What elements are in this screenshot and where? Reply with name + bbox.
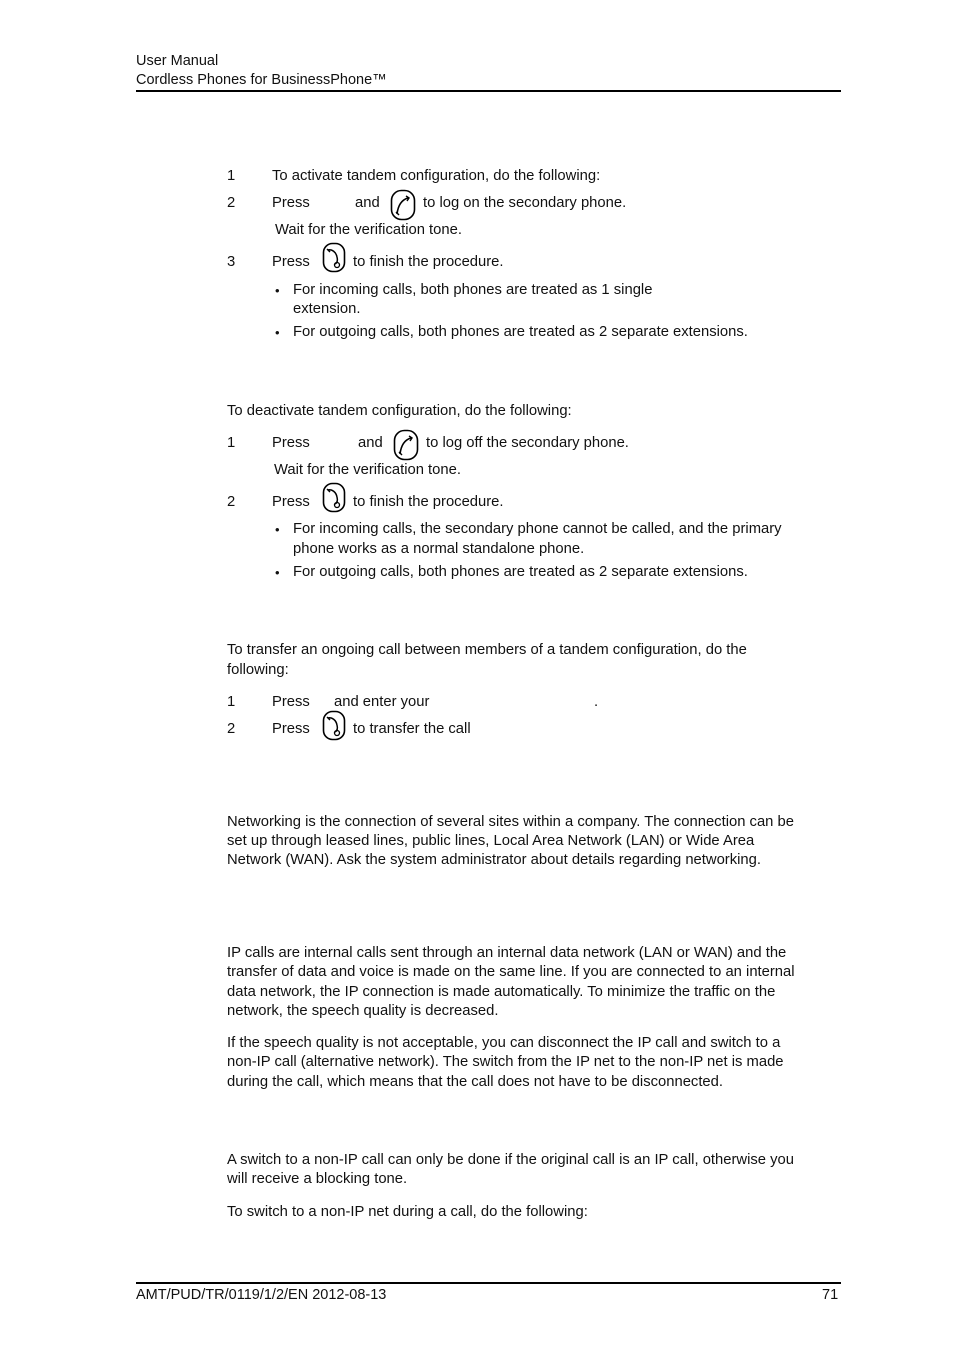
press-label: Press — [272, 721, 310, 737]
bullet-marker: • — [275, 325, 280, 340]
end-key-icon — [322, 710, 346, 741]
press-label: Press — [272, 195, 310, 211]
step-number: 2 — [227, 494, 236, 510]
section-intro: To deactivate tandem configuration, do the following: — [227, 403, 572, 419]
bullet-text: For outgoing calls, both phones are treated as 2 separate extensions. — [293, 564, 748, 580]
bullet-text: For incoming calls, both phones are treated as 1 single — [293, 282, 653, 298]
header-title: User Manual — [136, 53, 219, 69]
step-number: 2 — [227, 721, 236, 737]
step-number: 3 — [227, 254, 236, 270]
press-label: Press — [272, 694, 310, 710]
section-intro: To transfer an ongoing call between members of a tandem configuration, do the — [227, 642, 747, 658]
call-key-icon — [390, 189, 416, 221]
bullet-marker: • — [275, 283, 280, 298]
step-text: to log off the secondary phone. — [426, 435, 629, 451]
paragraph-line: data network, the IP connection is made automatically. To minimize the traffic on the — [227, 984, 776, 1000]
call-key-icon — [393, 429, 419, 461]
paragraph-line: A switch to a non-IP call can only be done if the original call is an IP call, otherwise you — [227, 1152, 794, 1168]
press-label: Press — [272, 494, 310, 510]
paragraph-line: non-IP call (alternative network). The switch from the IP net to the non-IP net is made — [227, 1054, 784, 1070]
header-subtitle: Cordless Phones for BusinessPhone™ — [136, 72, 387, 88]
step-end: . — [594, 694, 599, 710]
step-text: To activate tandem configuration, do the following: — [272, 168, 601, 184]
bullet-text: For outgoing calls, both phones are treated as 2 separate extensions. — [293, 324, 748, 340]
footer-doc-id: AMT/PUD/TR/0119/1/2/EN 2012-08-13 — [136, 1287, 387, 1303]
page-number: 71 — [822, 1287, 839, 1303]
header-rule — [136, 90, 841, 92]
wait-note: Wait for the verification tone. — [274, 462, 461, 478]
bullet-text: extension. — [293, 301, 361, 317]
paragraph-line: set up through leased lines, public lines, Local Area Network (LAN) or Wide Area — [227, 833, 755, 849]
paragraph-line: transfer of data and voice is made on the same line. If you are connected to an internal — [227, 964, 795, 980]
end-key-icon — [322, 482, 346, 513]
bullet-marker: • — [275, 565, 280, 580]
paragraph-line: Networking is the connection of several sites within a company. The connection can be — [227, 814, 794, 830]
and-label: and — [358, 435, 383, 451]
step-text: and enter your — [334, 694, 430, 710]
step-number: 2 — [227, 195, 236, 211]
paragraph-line: IP calls are internal calls sent through an internal data network (LAN or WAN) and the — [227, 945, 787, 961]
end-key-icon — [322, 242, 346, 273]
section-intro: following: — [227, 662, 289, 678]
step-text: to finish the procedure. — [353, 494, 504, 510]
paragraph-line: network, the speech quality is decreased. — [227, 1003, 499, 1019]
paragraph-line: To switch to a non-IP net during a call, do the following: — [227, 1204, 588, 1220]
and-label: and — [355, 195, 380, 211]
wait-note: Wait for the verification tone. — [275, 222, 462, 238]
press-label: Press — [272, 435, 310, 451]
footer-rule — [136, 1282, 841, 1284]
bullet-text: phone works as a normal standalone phone. — [293, 541, 585, 557]
paragraph-line: during the call, which means that the call does not have to be disconnected. — [227, 1074, 724, 1090]
step-text: to transfer the call — [353, 721, 471, 737]
paragraph-line: will receive a blocking tone. — [227, 1171, 408, 1187]
step-text: to finish the procedure. — [353, 254, 504, 270]
step-number: 1 — [227, 694, 236, 710]
paragraph-line: If the speech quality is not acceptable, you can disconnect the IP call and switch to a — [227, 1035, 781, 1051]
press-label: Press — [272, 254, 310, 270]
step-number: 1 — [227, 435, 236, 451]
step-number: 1 — [227, 168, 236, 184]
bullet-marker: • — [275, 522, 280, 537]
step-text: to log on the secondary phone. — [423, 195, 627, 211]
paragraph-line: Network (WAN). Ask the system administrator about details regarding networking. — [227, 852, 761, 868]
bullet-text: For incoming calls, the secondary phone cannot be called, and the primary — [293, 521, 782, 537]
